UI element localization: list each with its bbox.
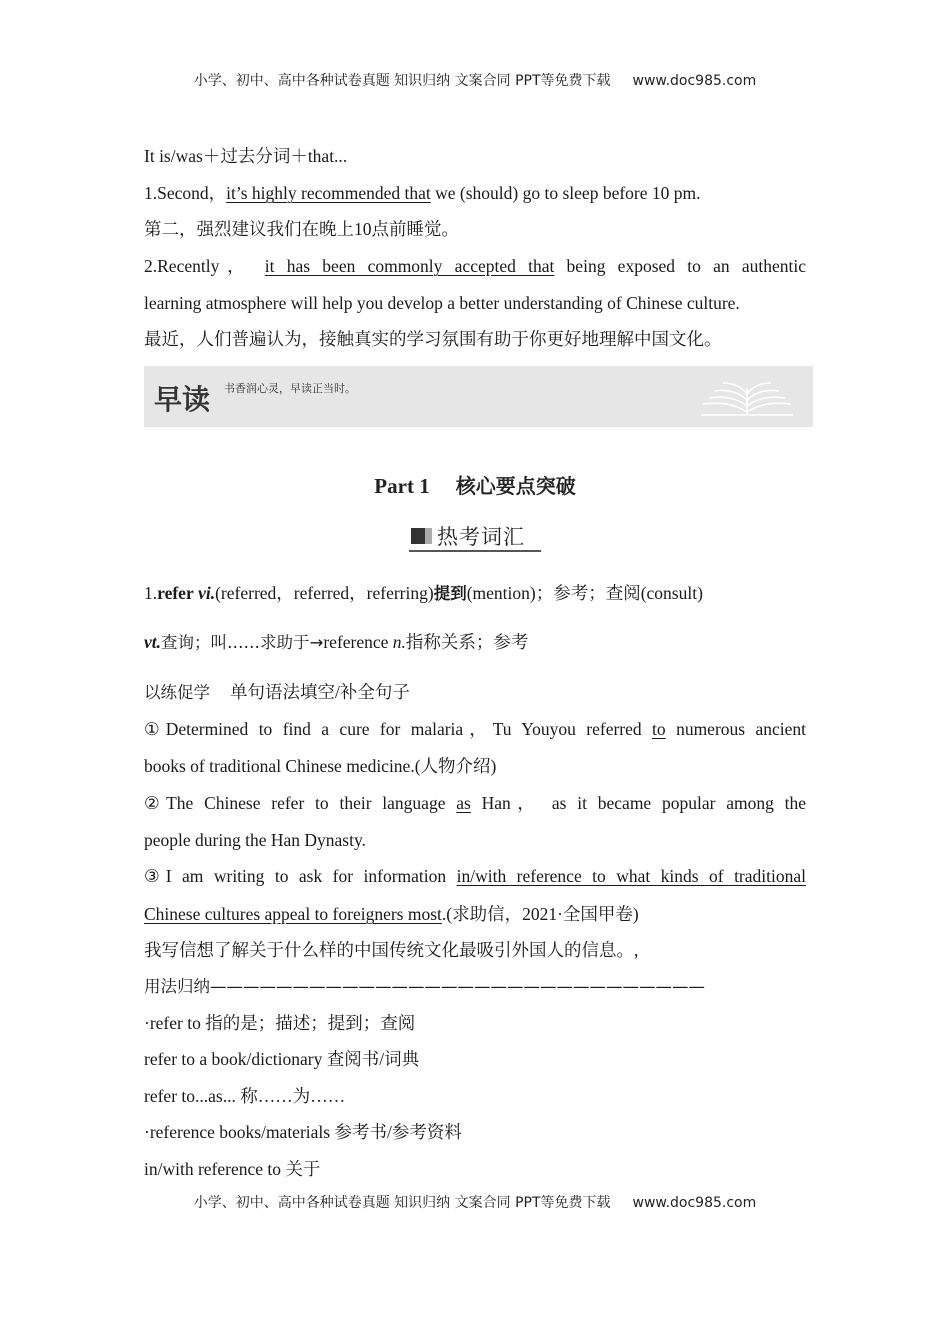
usage-item: ·reference books/materials 参考书/参考资料 xyxy=(144,1122,462,1142)
example-1-highlight: it’s highly recommended that xyxy=(226,183,431,203)
question-3-answer-cont: Chinese cultures appeal to foreigners most xyxy=(144,904,442,924)
page-footer xyxy=(0,1192,950,1212)
footer-text: 小学、初中、高中各种试卷真题 知识归纳 文案合同 PPT等免费下载 xyxy=(193,1195,611,1211)
question-3-answer: in/with reference to what kinds of traditional xyxy=(456,866,806,886)
header-website[interactable]: www.doc985.com xyxy=(632,73,757,89)
usage-item: refer to...as... 称……为…… xyxy=(144,1086,346,1106)
question-2-continued: people during the Han Dynasty. xyxy=(144,830,366,850)
question-2: ②The Chinese refer to their language as Han， as it became popular among the xyxy=(144,793,807,813)
footer-website[interactable]: www.doc985.com xyxy=(632,1195,757,1211)
morning-reading-banner xyxy=(144,366,813,427)
question-3: ③I am writing to ask for information in/with reference to what kinds of traditional xyxy=(144,866,806,886)
question-1: ①Determined to find a cure for malaria，Tu Youyou referred to numerous ancient xyxy=(144,719,806,739)
usage-title: 用法归纳—————————————————————————————— xyxy=(144,977,705,996)
practice-heading xyxy=(144,681,806,704)
practice-task: 单句语法填空/补全句子 xyxy=(230,682,410,702)
vocab-entry-line-1: 1.refer vi.(referred，referred，referring)提到(mention)；参考；查阅(consult) xyxy=(144,583,703,603)
part-title: 核心要点突破 xyxy=(455,474,576,498)
page-header xyxy=(0,70,950,90)
example-1-translation: 第二，强烈建议我们在晚上10点前睡觉。 xyxy=(144,219,459,239)
usage-item: ·refer to 指的是；描述；提到；查阅 xyxy=(144,1013,416,1033)
section-heading xyxy=(409,520,541,552)
example-2-translation: 最近，人们普遍认为，接触真实的学习氛围有助于你更好地理解中国文化。 xyxy=(144,329,722,349)
structure-title: It is/was＋过去分词＋that... xyxy=(144,146,348,166)
example-1: 1.Second，it’s highly recommended that we (should) go to sleep before 10 pm. xyxy=(144,183,701,203)
vocab-entry-line-2: vt.查询；叫……求助于→reference n.指称关系；参考 xyxy=(144,632,529,652)
question-3-continued: Chinese cultures appeal to foreigners most.(求助信，2021·全国甲卷) xyxy=(144,904,639,924)
banner-title: 早读 xyxy=(154,383,211,416)
part-heading xyxy=(0,470,950,499)
question-1-continued: books of traditional Chinese medicine.(人物介绍) xyxy=(144,756,497,776)
section-marker-icon xyxy=(411,528,425,544)
example-2-continued: learning atmosphere will help you develop a better understanding of Chinese culture. xyxy=(144,293,740,313)
banner-subtitle: 书香润心灵，早读正当时。 xyxy=(224,382,356,395)
usage-item: refer to a book/dictionary 查阅书/词典 xyxy=(144,1049,420,1069)
practice-label: 以练促学 xyxy=(144,683,210,702)
usage-item: in/with reference to 关于 xyxy=(144,1159,321,1179)
section-title: 热考词汇 xyxy=(437,525,525,549)
header-text: 小学、初中、高中各种试卷真题 知识归纳 文案合同 PPT等免费下载 xyxy=(193,73,611,89)
open-book-icon xyxy=(699,378,795,418)
question-3-translation: 我写信想了解关于什么样的中国传统文化最吸引外国人的信息。, xyxy=(144,940,639,960)
question-1-answer: to xyxy=(652,719,666,739)
vocab-word: refer xyxy=(157,583,194,603)
question-2-answer: as xyxy=(456,793,471,813)
example-2-highlight: it has been commonly accepted that xyxy=(264,256,555,276)
part-label: Part 1 xyxy=(374,474,430,498)
example-2: 2.Recently， it has been commonly accepted that being exposed to an authentic xyxy=(144,256,806,276)
